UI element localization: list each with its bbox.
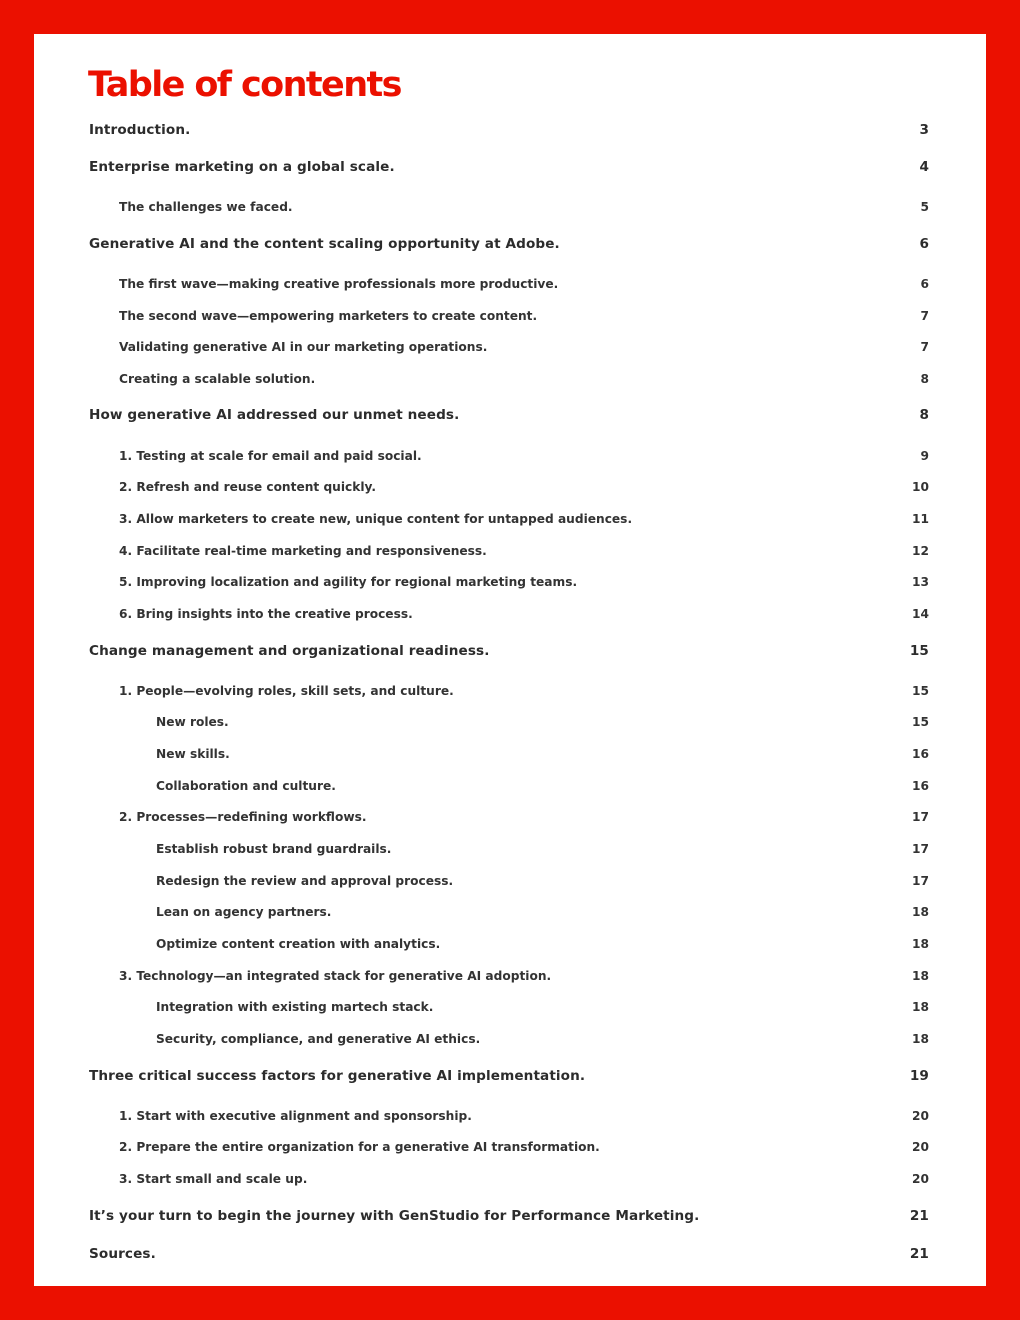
toc-page-number: 17 xyxy=(912,810,929,824)
toc-entry-level-2[interactable] xyxy=(119,309,929,323)
toc-entry-label: 5. Improving localization and agility for regional marketing teams. xyxy=(119,575,578,589)
toc-page-number: 6 xyxy=(920,277,929,291)
toc-entry-label: The second wave—empowering marketers to create content. xyxy=(119,309,538,323)
toc-entry-level-3[interactable] xyxy=(156,842,929,856)
toc-page-number: 15 xyxy=(912,715,929,729)
toc-page-number: 7 xyxy=(920,309,929,323)
toc-entry-label: Three critical success factors for generative AI implementation. xyxy=(89,1068,586,1084)
toc-page-number: 17 xyxy=(912,874,929,888)
toc-entry-level-2[interactable] xyxy=(119,810,929,824)
toc-entry-level-2[interactable] xyxy=(119,480,929,494)
toc-entry-level-3[interactable] xyxy=(156,747,929,761)
toc-entry-level-2[interactable] xyxy=(119,1140,929,1154)
toc-entry-label: The first wave—making creative professionals more productive. xyxy=(119,277,559,291)
toc-page-number: 18 xyxy=(912,905,929,919)
toc-entry-label: New skills. xyxy=(156,747,230,761)
document-page xyxy=(34,34,986,1286)
toc-entry-label: Redesign the review and approval process. xyxy=(156,874,454,888)
toc-entry-level-1[interactable] xyxy=(89,159,929,175)
toc-entry-level-1[interactable] xyxy=(89,1208,929,1224)
toc-entry-level-2[interactable] xyxy=(119,1172,929,1186)
toc-entry-label: New roles. xyxy=(156,715,229,729)
toc-page-number: 20 xyxy=(912,1109,929,1123)
toc-page-number: 21 xyxy=(909,1246,929,1262)
toc-entry-level-2[interactable] xyxy=(119,969,929,983)
toc-entry-level-3[interactable] xyxy=(156,779,929,793)
toc-page-number: 21 xyxy=(909,1208,929,1224)
toc-page-number: 6 xyxy=(919,236,929,252)
toc-entry-level-2[interactable] xyxy=(119,200,929,214)
toc-entry-level-2[interactable] xyxy=(119,1109,929,1123)
toc-entry-label: 3. Allow marketers to create new, unique content for untapped audiences. xyxy=(119,512,633,526)
toc-page-number: 18 xyxy=(912,1000,929,1014)
toc-entry-level-1[interactable] xyxy=(89,236,929,252)
toc-page-number: 20 xyxy=(912,1140,929,1154)
toc-page-number: 8 xyxy=(919,407,929,423)
toc-entry-level-1[interactable] xyxy=(89,407,929,423)
toc-entry-level-1[interactable] xyxy=(89,1246,929,1262)
toc-entry-label: It’s your turn to begin the journey with GenStudio for Performance Marketing. xyxy=(89,1208,700,1224)
toc-page-number: 12 xyxy=(912,544,929,558)
toc-entry-level-3[interactable] xyxy=(156,937,929,951)
toc-page-number: 4 xyxy=(919,159,929,175)
toc-page-number: 18 xyxy=(912,1032,929,1046)
toc-entry-label: Sources. xyxy=(89,1246,156,1262)
toc-page-number: 16 xyxy=(912,747,929,761)
toc-entry-label: Security, compliance, and generative AI ethics. xyxy=(156,1032,481,1046)
toc-entry-label: Lean on agency partners. xyxy=(156,905,332,919)
toc-entry-label: The challenges we faced. xyxy=(119,200,293,214)
toc-entry-level-3[interactable] xyxy=(156,874,929,888)
toc-entry-label: Collaboration and culture. xyxy=(156,779,336,793)
toc-entry-label: 2. Prepare the entire organization for a generative AI transformation. xyxy=(119,1140,600,1154)
toc-entry-label: Optimize content creation with analytics. xyxy=(156,937,441,951)
toc-entry-level-2[interactable] xyxy=(119,575,929,589)
toc-page-number: 19 xyxy=(909,1068,929,1084)
toc-entry-level-1[interactable] xyxy=(89,1068,929,1084)
toc-entry-level-3[interactable] xyxy=(156,905,929,919)
toc-entry-label: 2. Processes—redefining workflows. xyxy=(119,810,367,824)
toc-entry-label: 4. Facilitate real-time marketing and responsiveness. xyxy=(119,544,487,558)
toc-entry-level-2[interactable] xyxy=(119,449,929,463)
toc-entry-label: 2. Refresh and reuse content quickly. xyxy=(119,480,376,494)
toc-entry-label: Creating a scalable solution. xyxy=(119,372,316,386)
toc-entry-label: 1. People—evolving roles, skill sets, and culture. xyxy=(119,684,454,698)
toc-entry-level-2[interactable] xyxy=(119,340,929,354)
toc-entry-level-1[interactable] xyxy=(89,122,929,138)
toc-page-number: 5 xyxy=(920,200,929,214)
toc-entry-level-2[interactable] xyxy=(119,512,929,526)
toc-page-number: 15 xyxy=(912,684,929,698)
toc-entry-label: How generative AI addressed our unmet needs. xyxy=(89,407,460,423)
toc-page-number: 11 xyxy=(912,512,929,526)
toc-page-number: 20 xyxy=(912,1172,929,1186)
toc-page-number: 8 xyxy=(920,372,929,386)
toc-entry-label: Validating generative AI in our marketing operations. xyxy=(119,340,488,354)
toc-page-number: 13 xyxy=(912,575,929,589)
toc-page-number: 14 xyxy=(912,607,929,621)
toc-entry-label: Enterprise marketing on a global scale. xyxy=(89,159,395,175)
toc-entry-label: Integration with existing martech stack. xyxy=(156,1000,434,1014)
toc-entry-label: Change management and organizational readiness. xyxy=(89,643,490,659)
toc-page-number: 3 xyxy=(919,122,929,138)
toc-entry-level-2[interactable] xyxy=(119,544,929,558)
toc-page-number: 10 xyxy=(912,480,929,494)
toc-entry-label: 3. Technology—an integrated stack for generative AI adoption. xyxy=(119,969,552,983)
toc-page-number: 18 xyxy=(912,969,929,983)
toc-page-number: 15 xyxy=(909,643,929,659)
toc-entry-label: 1. Start with executive alignment and sponsorship. xyxy=(119,1109,472,1123)
toc-entry-level-2[interactable] xyxy=(119,684,929,698)
toc-entry-label: 1. Testing at scale for email and paid social. xyxy=(119,449,422,463)
toc-entry-label: Introduction. xyxy=(89,122,191,138)
toc-entry-label: Generative AI and the content scaling opportunity at Adobe. xyxy=(89,236,560,252)
toc-page-number: 9 xyxy=(920,449,929,463)
toc-entry-level-3[interactable] xyxy=(156,1000,929,1014)
toc-page-number: 7 xyxy=(920,340,929,354)
toc-entry-level-3[interactable] xyxy=(156,715,929,729)
toc-entry-level-2[interactable] xyxy=(119,372,929,386)
toc-entry-level-3[interactable] xyxy=(156,1032,929,1046)
toc-page-number: 16 xyxy=(912,779,929,793)
toc-page-number: 18 xyxy=(912,937,929,951)
toc-entry-level-2[interactable] xyxy=(119,607,929,621)
toc-entry-level-1[interactable] xyxy=(89,643,929,659)
toc-entry-label: 6. Bring insights into the creative process. xyxy=(119,607,413,621)
toc-entry-label: 3. Start small and scale up. xyxy=(119,1172,308,1186)
page-title: Table of contents xyxy=(88,65,401,105)
toc-entry-label: Establish robust brand guardrails. xyxy=(156,842,392,856)
toc-page-number: 17 xyxy=(912,842,929,856)
toc-entry-level-2[interactable] xyxy=(119,277,929,291)
